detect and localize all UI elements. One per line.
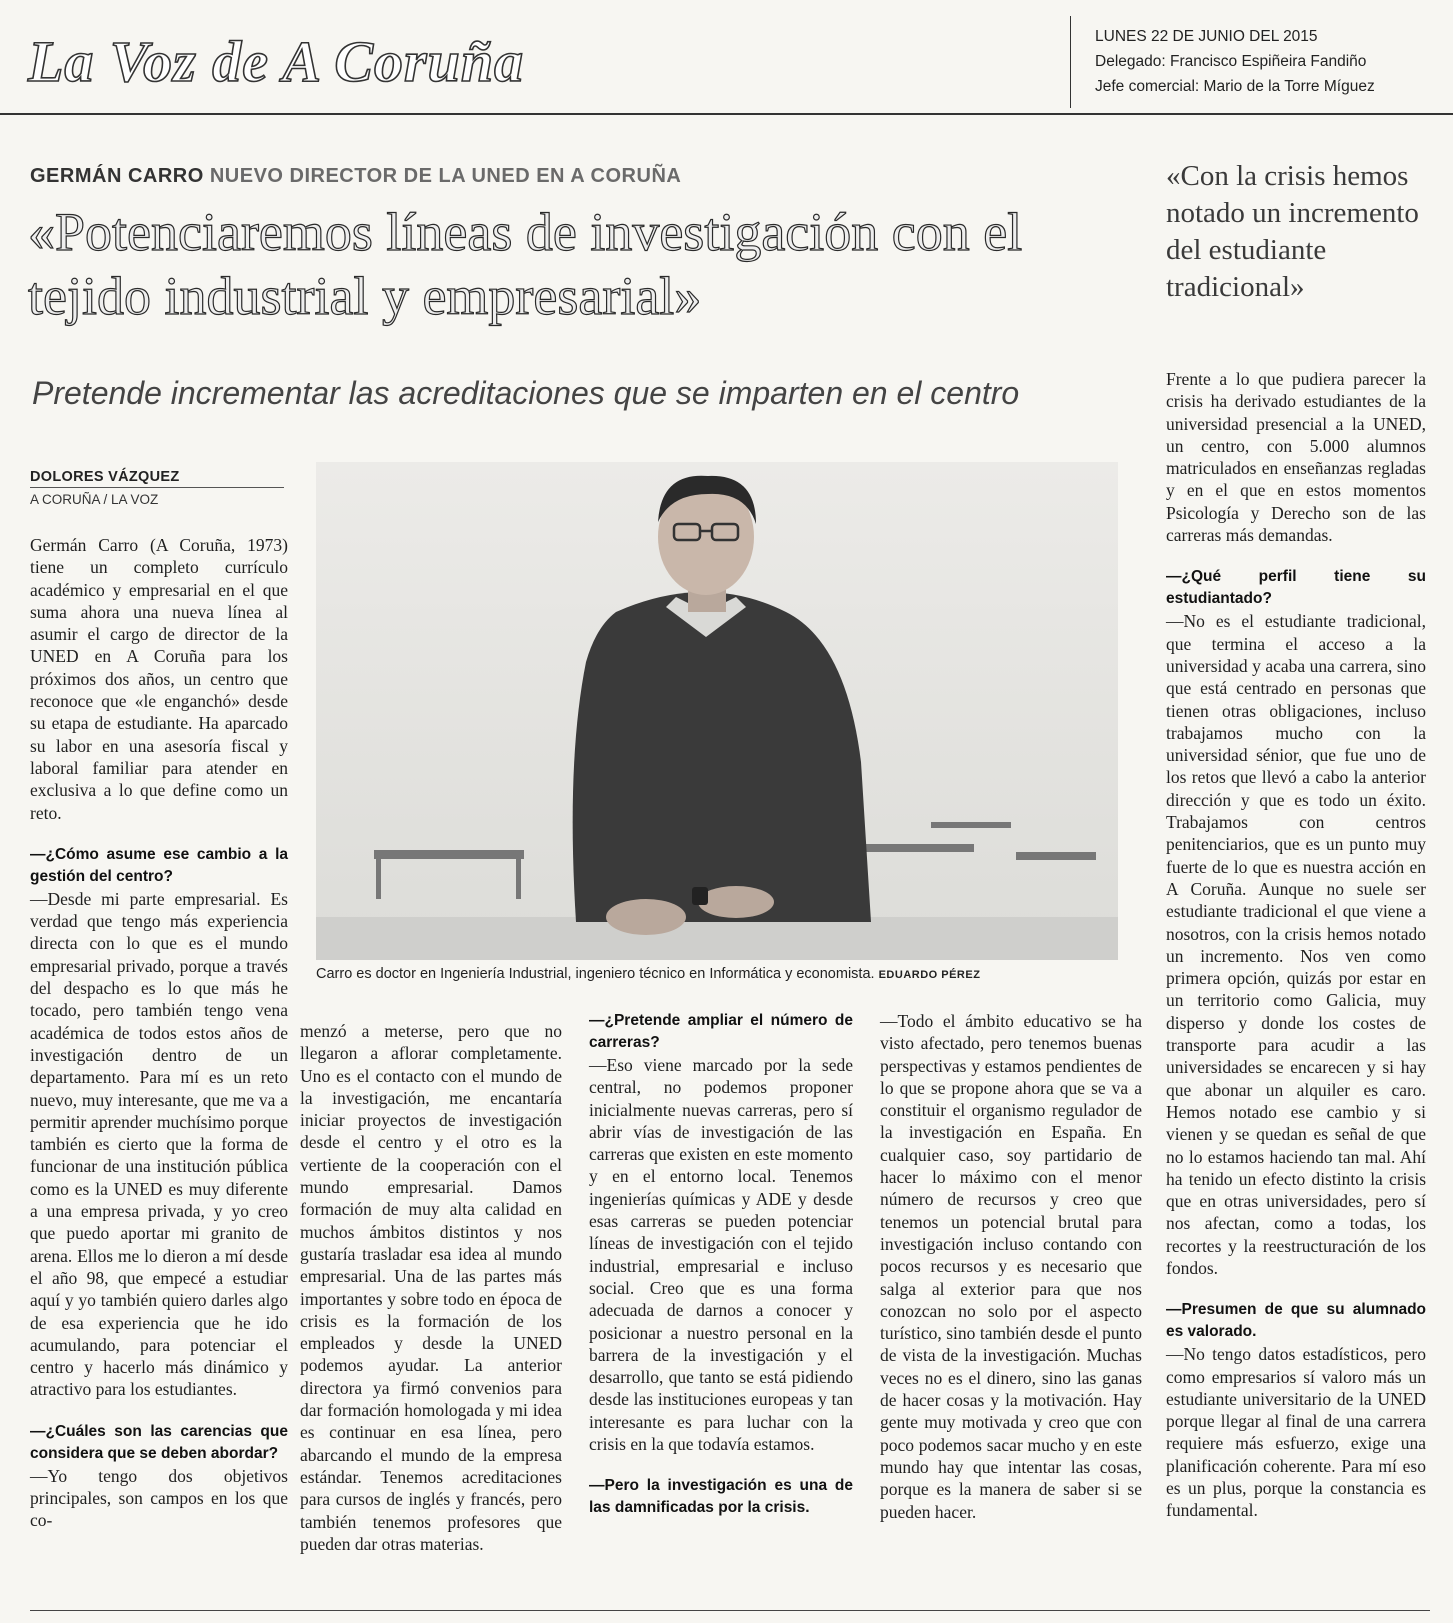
- question-3: —¿Pretende ampliar el número de carreras?: [589, 1012, 853, 1051]
- question-5: —¿Qué perfil tiene su estudiantado?: [1166, 568, 1426, 608]
- question-4: —Pero la investigación es una de las damnificadas por la crisis.: [589, 1477, 853, 1517]
- answer-5: —No es el estudiante tradicional, que termina el acceso a la universidad y acaba una carrera, sino que está centrado en personas que tienen otras obligaciones, incluso trabajamos mucho con la universidad sénior, que fue uno de los retos que llevó a cabo la anterior dirección y que es todo un éxito. Trabajamos con centros penitenciarios, que es un punto muy fuerte de lo que es nuestra acción en A Coruña. Aunque no suele ser estudiante tradicional el que viene a nosotros, con la crisis hemos notado un incremento. Nos ven como primera opción, quizás por estar en un territorio como Galicia, muy disperso y donde los costes de transporte para acudir a las universidades se encarecen y si hay que abonar un alquiler es caro. Hemos notado ese cambio y si vienen y se quedan es señal de que no lo estamos haciendo tan mal. Ahí ha tenido un efecto distinto la crisis que en otras universidades, pero sí nos afectan, como a todas, los recortes y la reestructuración de los fondos.: [1166, 611, 1426, 1278]
- answer-3: —Eso viene marcado por la sede central, no podemos proponer inicialmente nuevas carreras, pero sí abrir vías de investigación de las carreras que existen en este momento y en el entorno local. Tenemos ingenierías químicas y ADE y desde esas carreras se pueden potenciar líneas de investigación con el tejido industrial, empresarial e incluso social. Creo que es una forma adecuada de darnos a conocer y posicionar a nuestro personal en la barrera de la investigación y el desarrollo, que tanto se está pidiendo desde las instituciones europeas y tan interesante es para luchar con la crisis en la que todavía estamos.: [589, 1055, 853, 1455]
- deck: Pretende incrementar las acreditaciones que se imparten en el centro: [32, 375, 1020, 411]
- kicker-name: GERMÁN CARRO: [30, 165, 204, 187]
- answer-2-continued: menzó a meterse, pero que no llegaron a aflorar completamente. Uno es el contacto con el mundo de la investigación, me encantaría iniciar proyectos de investigación desde el centro y el otro es la vertiente de la cooperación con el mundo empresarial. Damos formación de muy alta calidad en muchos ámbitos distintos y nos gustaría trasladar esa idea al mundo empresarial. Una de las partes más importantes y sobre todo en época de crisis es la formación de los empleados y desde la UNED podemos ayudar. La anterior directora ya firmó convenios para dar formación homologada y mi idea es continuar en esa línea, pero abarcando el mundo de la empresa estándar. Tenemos acreditaciones para cursos de inglés y francés, pero también tenemos profesores que pueden dar otras materias.: [300, 1021, 562, 1554]
- byline-place: A CORUÑA / LA VOZ: [30, 492, 159, 507]
- question-6: —Presumen de que su alumnado es valorado.: [1166, 1301, 1426, 1341]
- headline: «Potenciaremos líneas de investigación con el tejido industrial y empresarial»: [28, 202, 1023, 326]
- article-column-side: [1166, 368, 1426, 1522]
- portrait-illustration: [316, 462, 1118, 960]
- question-2: —¿Cuáles son las carencias que considera que se deben abordar?: [30, 1422, 288, 1462]
- article-column-3: [589, 1010, 853, 1519]
- photo-caption: [316, 966, 1118, 982]
- answer-1: —Desde mi parte empresarial. Es verdad que tengo más experiencia directa con lo que es el mundo empresarial privado, porque a través del despacho es lo que más he tocado, pero también tengo vena académica de todos estos años de investigación dentro de un departamento. Para mí es un reto nuevo, muy interesante, que me va a permitir aprender muchísimo porque también es cierto que la forma de funcionar de una institución pública como es la UNED es muy diferente a una empresa privada, y yo creo que puedo aportar mi granito de arena. Ellos me lo dieron a mí desde el año 98, que empecé a estudiar aquí y yo también quiero darles algo de esa experiencia que he ido acumulando, para potenciar el centro y hacerlo más dinámico y atractivo para los estudiantes.: [30, 888, 288, 1400]
- byline-rule: [30, 487, 284, 488]
- commercial-line: Jefe comercial: Mario de la Torre Míguez: [1095, 78, 1375, 95]
- side-intro: Frente a lo que pudiera parecer la crisis ha derivado estudiantes de la universidad presencial a la UNED, un centro, con 5.000 alumnos matriculados en enseñanzas regladas y en el que en estos momentos Psicología y Derecho son de las carreras más demandas.: [1166, 369, 1426, 546]
- kicker: [30, 165, 681, 188]
- masthead-info: [1095, 24, 1375, 99]
- article-column-4: [880, 1010, 1142, 1523]
- caption-text: Carro es doctor en Ingeniería Industrial, ingeniero técnico en Informática y economista.: [316, 966, 875, 982]
- answer-4: —Todo el ámbito educativo se ha visto afectado, pero tenemos buenas perspectivas y estamos pendientes de lo que se propone ahora que se va a constituir el organismo regulador de la investigación en España. En cualquier caso, soy partidario de hacer lo máximo con el menor número de recursos y creo que tenemos un potencial brutal para investigación incluso contando con pocos recursos y es necesario que salga al exterior para que nos conozcan no solo por el aspecto turístico, sino también desde el punto de vista de la investigación. Muchas veces no es el dinero, sino las ganas de hacer cosas y la motivación. Hay gente muy motivada y creo que con poco podemos sacar mucho y en este mundo hay que intentar las cosas, porque es la manera de saber si se pueden hacer.: [880, 1011, 1142, 1522]
- article-column-2: [300, 1020, 562, 1555]
- intro-paragraph: Germán Carro (A Coruña, 1973) tiene un completo currículo académico y empresarial en el que suma ahora una nueva línea al asumir el cargo de director de la UNED en A Coruña para los próximos dos años, un centro que reconoce que «le enganchó» desde su etapa de estudiante. Ha aparcado su labor en una asesoría fiscal y laboral familiar para atender en exclusiva a lo que define como un reto.: [30, 535, 288, 823]
- masthead-logo: La Voz de A Coruña: [28, 29, 525, 94]
- pull-quote: «Con la crisis hemos notado un incremento del estudiante tradicional»: [1166, 160, 1419, 303]
- question-1: —¿Cómo asume ese cambio a la gestión del centro?: [30, 845, 288, 885]
- bottom-rule: [30, 1610, 1430, 1611]
- caption-credit: EDUARDO PÉREZ: [878, 969, 981, 981]
- article-column-1: [30, 534, 288, 1532]
- delegate-line: Delegado: Francisco Espiñeira Fandiño: [1095, 53, 1367, 70]
- portrait-photo: [316, 462, 1118, 960]
- kicker-role: NUEVO DIRECTOR DE LA UNED EN A CORUÑA: [209, 165, 682, 187]
- masthead-rule: [0, 113, 1453, 115]
- answer-6: —No tengo datos estadísticos, pero como empresarios sí valoro más un estudiante universitario de la UNED porque llegar al final de una carrera requiere más esfuerzo, exige una planificación coherente. Para mí eso es un plus, porque la constancia es fundamental.: [1166, 1344, 1426, 1521]
- masthead-divider: [1070, 16, 1071, 108]
- byline-author: DOLORES VÁZQUEZ: [30, 469, 180, 485]
- answer-2-start: —Yo tengo dos objetivos principales, son campos en los que co-: [30, 1465, 288, 1531]
- issue-date: LUNES 22 DE JUNIO DEL 2015: [1095, 28, 1318, 45]
